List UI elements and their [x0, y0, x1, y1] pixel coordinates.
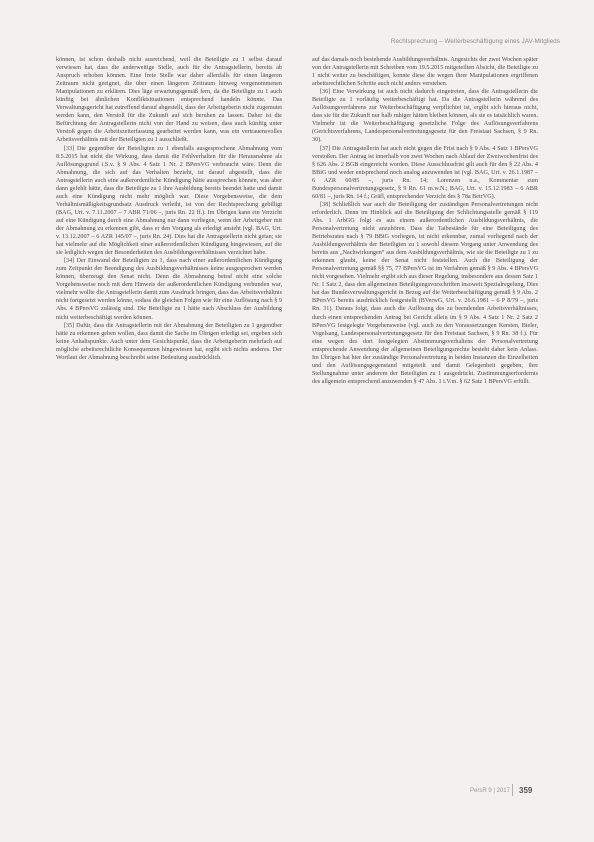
left-column: [56, 56, 282, 802]
paragraph: [34] Der Einwand der Beteiligten zu 1, dass nach einer außerordentlichen Kündigung zum Zeitpunkt der Beendigung des Ausbildungsverhältnisses keine ausgesprochen werden können, überzeugt den Senat nicht. Denn die Abmahnung betraf nicht eine solche Vorgehensweise noch mit dem Hinweis der außerordentlichen Kündigung verbunden war, vielmehr wollte die Antragstellerin damit zum Ausdruck bringen, dass das Arbeitsverhältnis nicht fortgesetzt werden könne, sodass die gleichen Folgen wie für eine Auflösung nach § 9 Abs. 4 BPersVG zulässig sind. Die Beteiligte zu 1 hätte nach Abschluss der Ausbildung nicht weiterbeschäftigt werden können.: [56, 258, 282, 321]
paragraph: [35] Dafür, dass die Antragstellerin mit der Abmahnung der Beteiligten zu 1 gegenüber hätte zu erkennen geben wollen, dass damit die Sache im Übrigen erledigt sei, ergeben sich keine Anhaltspunkte. Auch unter dem Gesichtspunkt, dass die Arbeitgeberin mehrfach auf mögliche arbeitsrechtliche Konsequenzen hingewiesen hat, ergibt sich nichts anderes. Der Wortlaut der Abmahnung beschreibt seine Bedeutung ausdrücklich.: [56, 322, 282, 361]
running-head: Rechtsprechung – Weiterbeschäftigung eines JAV-Mitglieds: [390, 38, 560, 45]
paragraph: auf das damals noch bestehende Ausbildungsverhältnis. Angesichts der zwei Wochen später von der Antragstellerin mit Schreiben vom 19.5.2015 mitgeteilten Absicht, die Beteiligte zu 1 nicht weiter zu beschäftigen, konnte diese die wegen ihrer Manipulationen ergriffenen arbeitsrechtlichen Schritte auch nicht anders verstehen.: [312, 57, 538, 88]
paragraph: [37] Die Antragstellerin hat auch nicht gegen die Frist nach § 9 Abs. 4 Satz 1 BPersVG verstoßen. Der Antrag ist innerhalb von zwei Wochen nach Ablauf der Zweiwochenfrist des § 626 Abs. 2 BGB eingereicht worden. Diese Ausschlussfrist gilt auch für den § 22 Abs. 4 BBiG und weder entsprechend noch analog anzuwenden ist (vgl. BAG, Urt. v. 26.1.1987 – 6 AZR 60/85 –, juris Rn. 14; Lorenzen u.a., Kommentar zum Bundespersonalvertretungsgesetz, § 9 Rn. 61 m.w.N.; BAG, Urt. v. 15.12.1983 – 6 ABR 60/81 –, juris Rn. 14 f.; Gräfl, entsprechender Verzicht des § 78a BetrVG).: [312, 145, 538, 200]
right-column: [312, 56, 538, 802]
paragraph: [33] Die gegenüber der Beteiligten zu 1 ebenfalls ausgesprochene Abmahnung vom 8.5.2015 hat nicht die Wirkung, dass damit die Fehlverhalten für die Herausnahme als Auflösungsgrund i.S.v. § 9 Abs. 4 Satz 1 Nr. 2 BPersVG verbraucht wäre. Denn die Abmahnung, die sich auf das Verhalten bezieht, ist darauf abgestellt, dass die Antragstellerin auch eine außerordentliche Kündigung hätte aussprechen können, was aber dann gefehlt hätte, dass die Beteiligte zu 1 ihre Ausbildung bereits beendet hatte und damit auch eine Kündigung nicht mehr möglich war. Diese Vorgehensweise, die dem Verhältnismäßigkeitsgrundsatz Ausdruck verleiht, ist von der Rechtsprechung gebilligt (BAG, Urt. v. 7.11.2007 – 7 ABR 71/06 –, juris Rn. 22 ff.). Im Übrigen kann ein Verzicht auf eine Kündigung durch eine Abmahnung nur dann vorliegen, wenn der Arbeitgeber mit der Abmahnung zu erkennen gibt, dass er den Vorgang als erledigt ansieht (vgl. BAG, Urt. v. 13.12.2007 – 6 AZR 145/07 –, juris Rn. 24). Dies hat die Antragstellerin nicht getan; sie hat vielmehr auf die Möglichkeit einer außerordentlichen Kündigung hingewiesen, auf die sie lediglich wegen der Besonderheiten des Ausbildungsverhältnisses verzichtet habe.: [56, 145, 282, 257]
page-number: 359: [519, 786, 533, 795]
footer-issue: PersR 9 | 2017: [470, 788, 510, 794]
footer-divider: [512, 784, 513, 796]
paragraph: [38] Schließlich war auch die Beteiligung der zuständigen Personalvertretungen nicht erforderlich. Denn im Hinblick auf die Beteiligung der Schlichtungsstelle gemäß § 119 Abs. 1 ArbGG folgt es aus einem außerordentlichen Ausbildungsverhältnis, die Personalvertretung nicht anzuhören. Dass die Tatbestände für eine Beteiligung des Betriebsrates nach § 79 BBiG vorliegen, ist nicht erkennbar, zumal vorliegend nach der Ausbildungsverhältnis der Beteiligten zu 1 sowohl diesem Vorgang unter Anwendung des bereits aus „Nachwirkungen“ aus dem Ausbildungsverhältnis, wie sie die Beteiligte zu 1 zu erkennen glaubt, keine der Senat nicht feststellen. Auch die Beteiligung der Personalvertretung gemäß §§ 75, 77 BPersVG ist im Verfahren gemäß § 9 Abs. 4 BPersVG nicht vorgesehen. Vielmehr ergibt sich aus dieser Regelung, insbesondere aus dessen Satz 1 Nr. 1 Satz 2, dass den allgemeinen Beteiligungsvorschriften insoweit Spezialregelung, Dies hat das Bundesverwaltungsgericht in Bezug auf die Weiterbeschäftigung gemäß § 9 Abs. 2 BPersVG bereits ausdrücklich festgestellt (BVerwG, Urt. v. 26.6.1981 – 6 P 8/79 –, juris Rn. 31). Daraus folgt, dass auch die Auflösung des zu beendenden Arbeitsverhältnisses, durch einen entsprechenden Antrag bei Gericht allein im § 9 Abs. 4 Satz 1 Nr. 2 Satz 2 BPersVG festgelegte Vorgehensweise (vgl. auch zu den Voraussetzungen Kersten, Bieler, Vogelsang, Landespersonalvertretungsgesetz für den Freistaat Sachsen, § 9 Rn. 38 f.). Für eine wegen des dort festgelegten Abstimmungsverhaltens der Personalvertretung entsprechende Anwendung der allgemeinen Beteiligungsrechte besteht daher kein Anlass. Im Übrigen hat hier der zuständige Personalvertretung in beiden Instanzen die Einzelheiten und den Auflösungsgegenstand mitgeteilt und damit Gelegenheit gegeben, ihre Stellungnahme unter anderem der Beteiligten zu 1 ausgedrückt. Zustimmungserfordernis des allgemein entsprechend anzuwenden § 47 Abs. 1 i.V.m. § 62 Satz 1 BPersVG erfüllt.: [312, 201, 538, 385]
paragraph: können, ist schon deshalb nicht ausreichend, weil die Beteiligte zu 1 selbst darauf verwiesen hat, dass die anderweitige Stelle, auch für die Antragstellerin, bereits ab Anspruch erhoben können. Eine freie Stelle war daher allenfalls für einen längeren Zeitraum nicht geeignet, die über einen längeren Zeitraum hinweg vorgenommenen Manipulationen zu erklären. Dies läge erwartungsgemäß fern, da die Beteiligte zu 1 auch künftig bei ähnlichen Konfliktsituationen entsprechend handeln könnte. Das Verwaltungsgericht hat zutreffend darauf abgestellt, dass der Arbeitgeberin nicht zugemutet werden kann, den Verstoß für die Zukunft auf sich beruhen zu lassen. Daher ist die Befürchtung der Antragstellerin nicht von der Hand zu weisen, dass auch künftig unter Verstoß gegen die Arbeitszeiterfassung gearbeitet werden kann, was ein vertrauensvolles Arbeitsverhältnis mit der Beteiligten zu 1 ausschließt.: [56, 57, 282, 144]
paragraph: [36] Eine Verwirkung ist auch nicht dadurch eingetreten, dass die Antragstellerin die Beteiligte zu 1 vorläufig weiterbeschäftigt hat. Da die Antragstellerin während des Auflösungsverfahrens zur Weiterbeschäftigung verpflichtet ist, ergibt sich hieraus nicht, dass sie für die Zukunft nur halb ruhiger hätten bleiben können, als sie es tatsächlich waren. Vielmehr ist die Weiterbeschäftigung gesetzliche Folge des Auflösungsverfahrens (Gerichtsverfahrens, Landespersonalvertretungsgesetz für den Freistaat Sachsen, § 9 Rn. 30).: [312, 89, 538, 144]
